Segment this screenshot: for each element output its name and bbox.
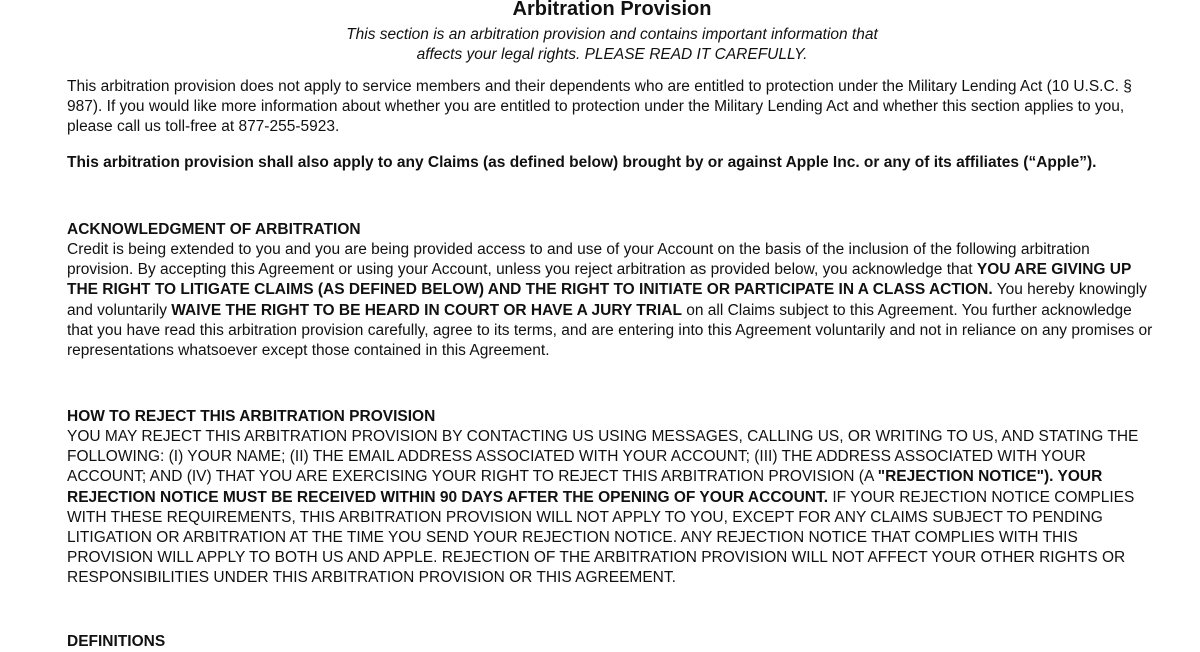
military-lending-paragraph: This arbitration provision does not apply to service members and their dependents who are entitled to protection under the Military Lending Act (10 U.S.C. § 987). If you would like more information about whether you are entitled to protection under the Military Lending Act and whether this section applies to you, please call us toll-free at 877-255-5923.	[67, 78, 1132, 136]
acknowledgment-text-3: on all Claims subject to this Agreement. You further acknowledge that you have read this arbitration provision carefully, agree to its terms, and are entering into this Agreement voluntarily and not in reliance on any promises or representations whatsoever except those contained in this Agreement.	[67, 301, 1153, 360]
reject-text-1: YOU MAY REJECT THIS ARBITRATION PROVISION BY CONTACTING US USING MESSAGES, CALLING US, OR WRITING TO US, AND STATING THE FOLLOWING: (I) YOUR NAME; (II) THE EMAIL ADDRESS ASSOCIATED WITH YOUR ACCOUNT; (III) THE ADDRESS ASSOCIATED WITH YOUR ACCOUNT; AND (IV) THAT YOU ARE EXERCISING YOUR RIGHT TO REJECT THIS ARBITRATION PROVISION (A	[67, 428, 1139, 486]
acknowledgment-bold-2: WAIVE THE RIGHT TO BE HEARD IN COURT OR HAVE A JURY TRIAL	[171, 301, 682, 319]
acknowledgment-text-1: Credit is being extended to you and you are being provided access to and use of your Account on the basis of the inclusion of the following arbitration provision. By accepting this Agreement or using your Account, unless you reject arbitration as provided below, you acknowledge that	[67, 241, 1090, 279]
acknowledgment-heading: ACKNOWLEDGMENT OF ARBITRATION	[67, 221, 361, 238]
subtitle-line-2: affects your legal rights. PLEASE READ IT CAREFULLY.	[416, 46, 808, 63]
subtitle-line-1: This section is an arbitration provision and contains important information that	[346, 26, 878, 43]
apple-claims-paragraph: This arbitration provision shall also apply to any Claims (as defined below) brought by or against Apple Inc. or any of its affiliates (“Apple”).	[67, 154, 1097, 171]
document-title: Arbitration Provision	[512, 0, 712, 20]
acknowledgment-text-2: You hereby knowingly and voluntarily	[67, 281, 1147, 319]
definitions-heading: DEFINITIONS	[67, 633, 166, 650]
reject-bold-1: "REJECTION NOTICE"). YOUR REJECTION NOTICE MUST BE RECEIVED WITHIN 90 DAYS AFTER THE OPENING OF YOUR ACCOUNT.	[67, 468, 1103, 506]
acknowledgment-paragraph	[67, 240, 1157, 361]
reject-heading: HOW TO REJECT THIS ARBITRATION PROVISION	[67, 408, 436, 425]
acknowledgment-bold-1: YOU ARE GIVING UP THE RIGHT TO LITIGATE CLAIMS (AS DEFINED BELOW) AND THE RIGHT TO INITIATE OR PARTICIPATE IN A CLASS ACTION.	[67, 261, 1132, 299]
reject-paragraph	[67, 427, 1157, 589]
reject-text-2: IF YOUR REJECTION NOTICE COMPLIES WITH THESE REQUIREMENTS, THIS ARBITRATION PROVISION WILL NOT APPLY TO YOU, EXCEPT FOR ANY CLAIMS SUBJECT TO PENDING LITIGATION OR ARBITRATION AT THE TIME YOU SEND YOUR REJECTION NOTICE. ANY REJECTION NOTICE THAT COMPLIES WITH THIS PROVISION WILL APPLY TO BOTH US AND APPLE. REJECTION OF THE ARBITRATION PROVISION WILL NOT AFFECT YOUR OTHER RIGHTS OR RESPONSIBILITIES UNDER THIS ARBITRATION PROVISION OR THIS AGREEMENT.	[67, 488, 1135, 587]
document-subtitle	[67, 25, 1157, 65]
